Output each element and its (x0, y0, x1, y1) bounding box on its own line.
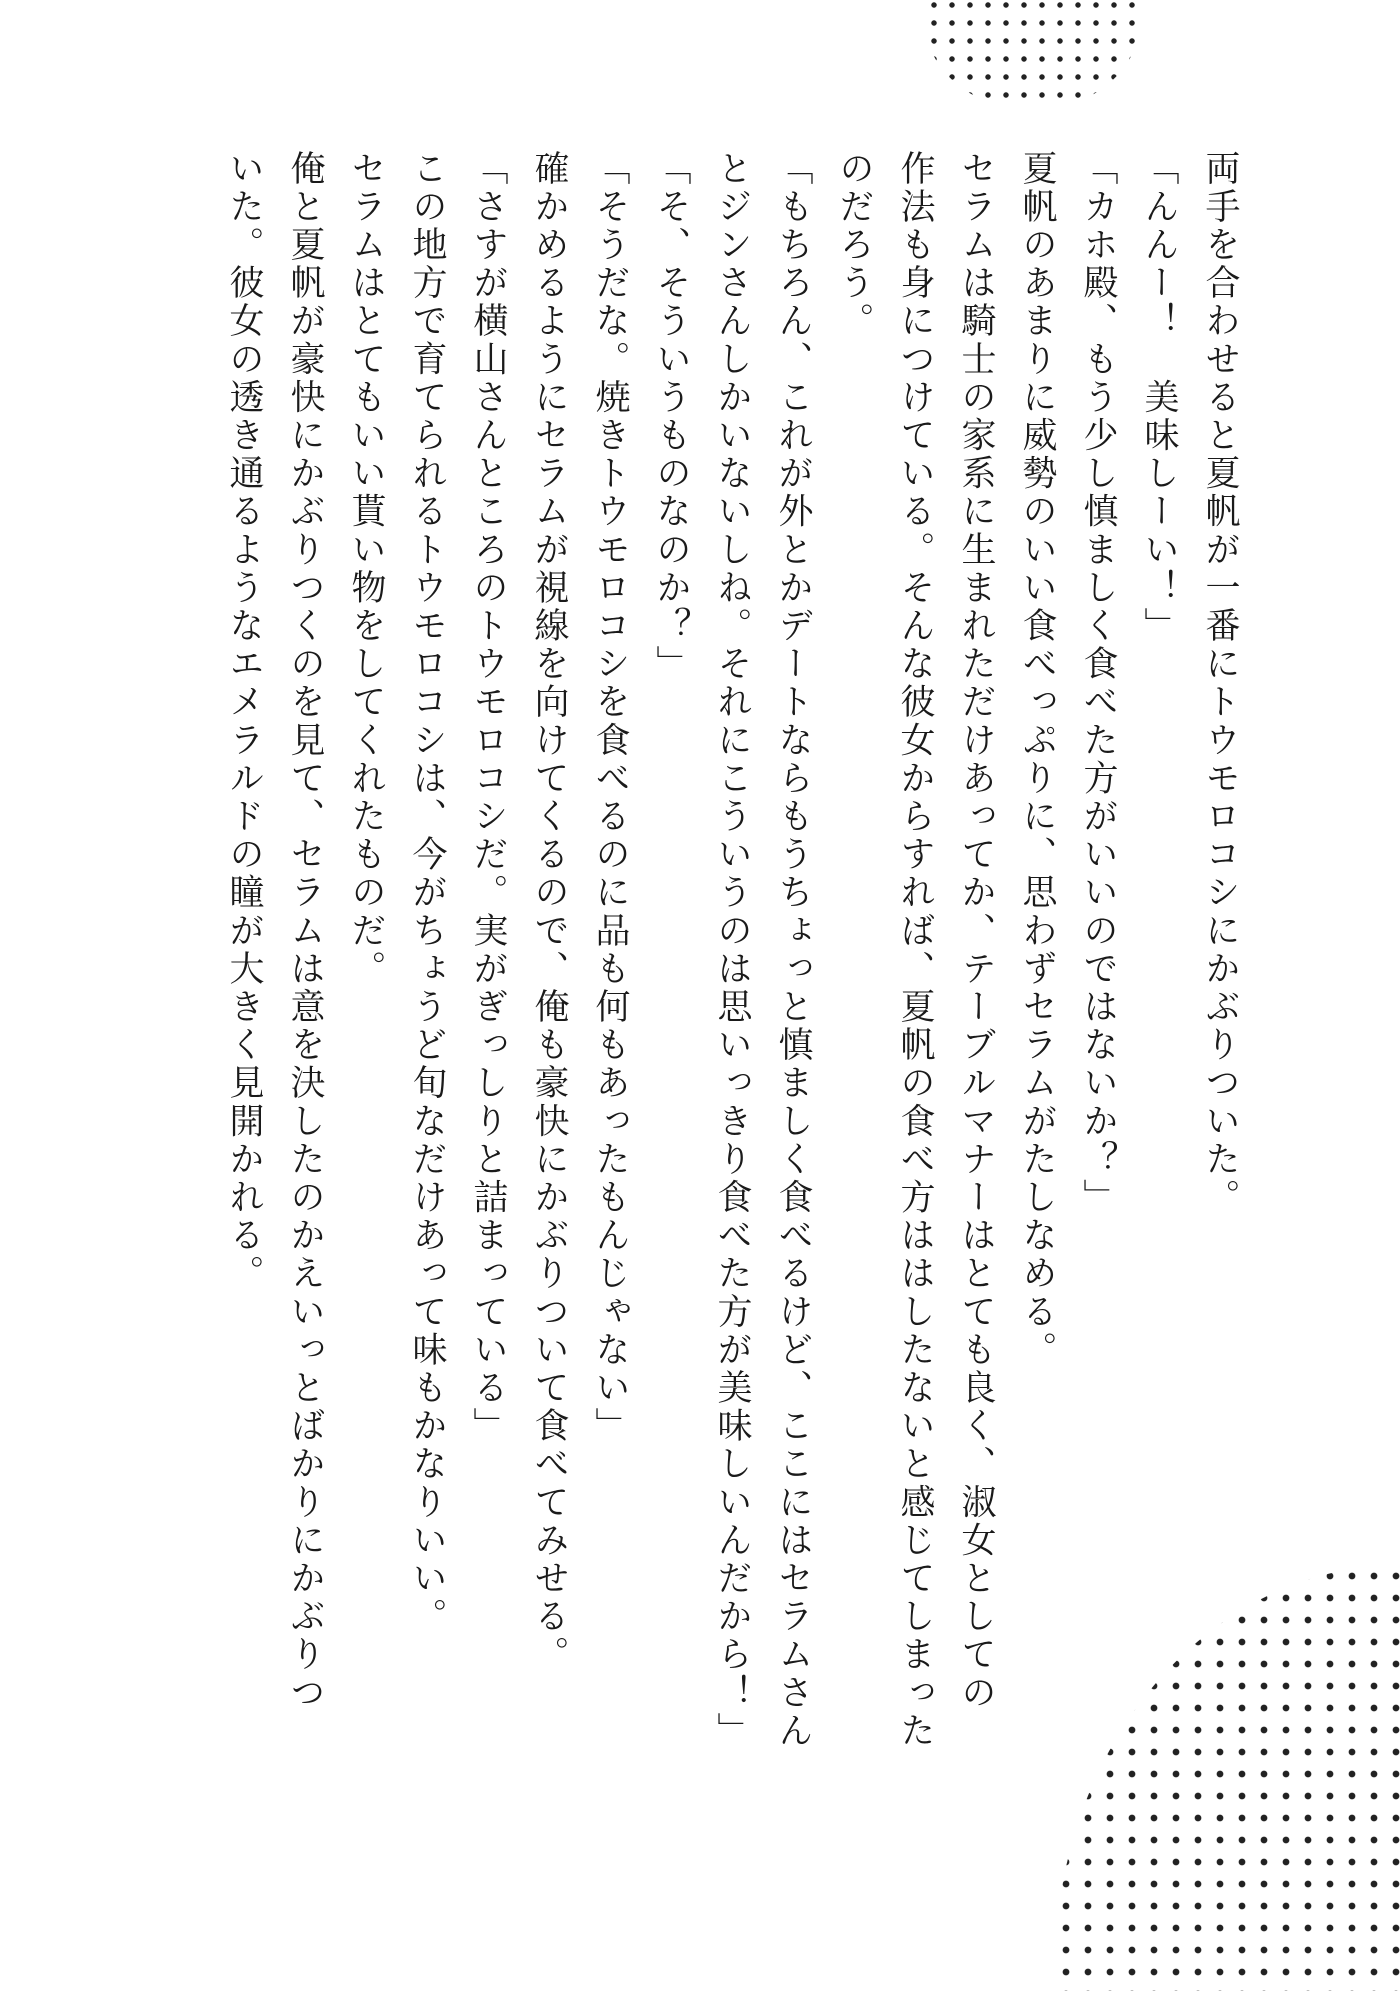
text-line: セラムは騎士の家系に生まれただけあってか、テーブルマナーはとても良く、淑女としての (956, 150, 996, 1713)
text-line: 夏帆のあまりに威勢のいい食べっぷりに、思わずセラムがたしなめる。 (1017, 150, 1057, 1370)
text-line: いた。彼女の透き通るようなエメラルドの瞳が大きく見開かれる。 (224, 150, 264, 1293)
text-line: 「カホ殿、もう少し慎ましく食べた方がいいのではないか？」 (1078, 150, 1118, 1217)
text-line: とジンさんしかいないしね。それにこういうのは思いっきり食べた方が美味しいんだから！」 (712, 150, 752, 1751)
text-line: この地方で育てられるトウモロコシは、今がちょうど旬なだけあって味もかなりいい。 (407, 150, 447, 1636)
text-line: 俺と夏帆が豪快にかぶりつくのを見て、セラムは意を決したのかえいっとばかりにかぶりつ (285, 150, 325, 1713)
text-line: 「んんー！ 美味しーい！」 (1139, 150, 1179, 646)
text-line: セラムはとてもいい貰い物をしてくれたものだ。 (346, 150, 386, 989)
text-line: 作法も身につけている。そんな彼女からすれば、夏帆の食べ方ははしたないと感じてしまった (895, 150, 935, 1751)
text-line: のだろう。 (834, 150, 874, 341)
text-line: 「そうだな。焼きトウモロコシを食べるのに品も何もあったもんじゃない」 (590, 150, 630, 1446)
halftone-dots-top (925, 0, 1140, 110)
vertical-text-block (213, 150, 1250, 1910)
text-line: 確かめるようにセラムが視線を向けてくるので、俺も豪快にかぶりついて食べてみせる。 (529, 150, 569, 1674)
text-line: 両手を合わせると夏帆が一番にトウモロコシにかぶりついた。 (1200, 150, 1240, 1217)
text-line: 「そ、そういうものなのか？」 (651, 150, 691, 684)
text-line: 「もちろん、これが外とかデートならもうちょっと慎ましく食べるけど、ここにはセラムさん (773, 150, 813, 1751)
text-line: 「さすが横山さんところのトウモロコシだ。実がぎっしりと詰まっている」 (468, 150, 508, 1446)
